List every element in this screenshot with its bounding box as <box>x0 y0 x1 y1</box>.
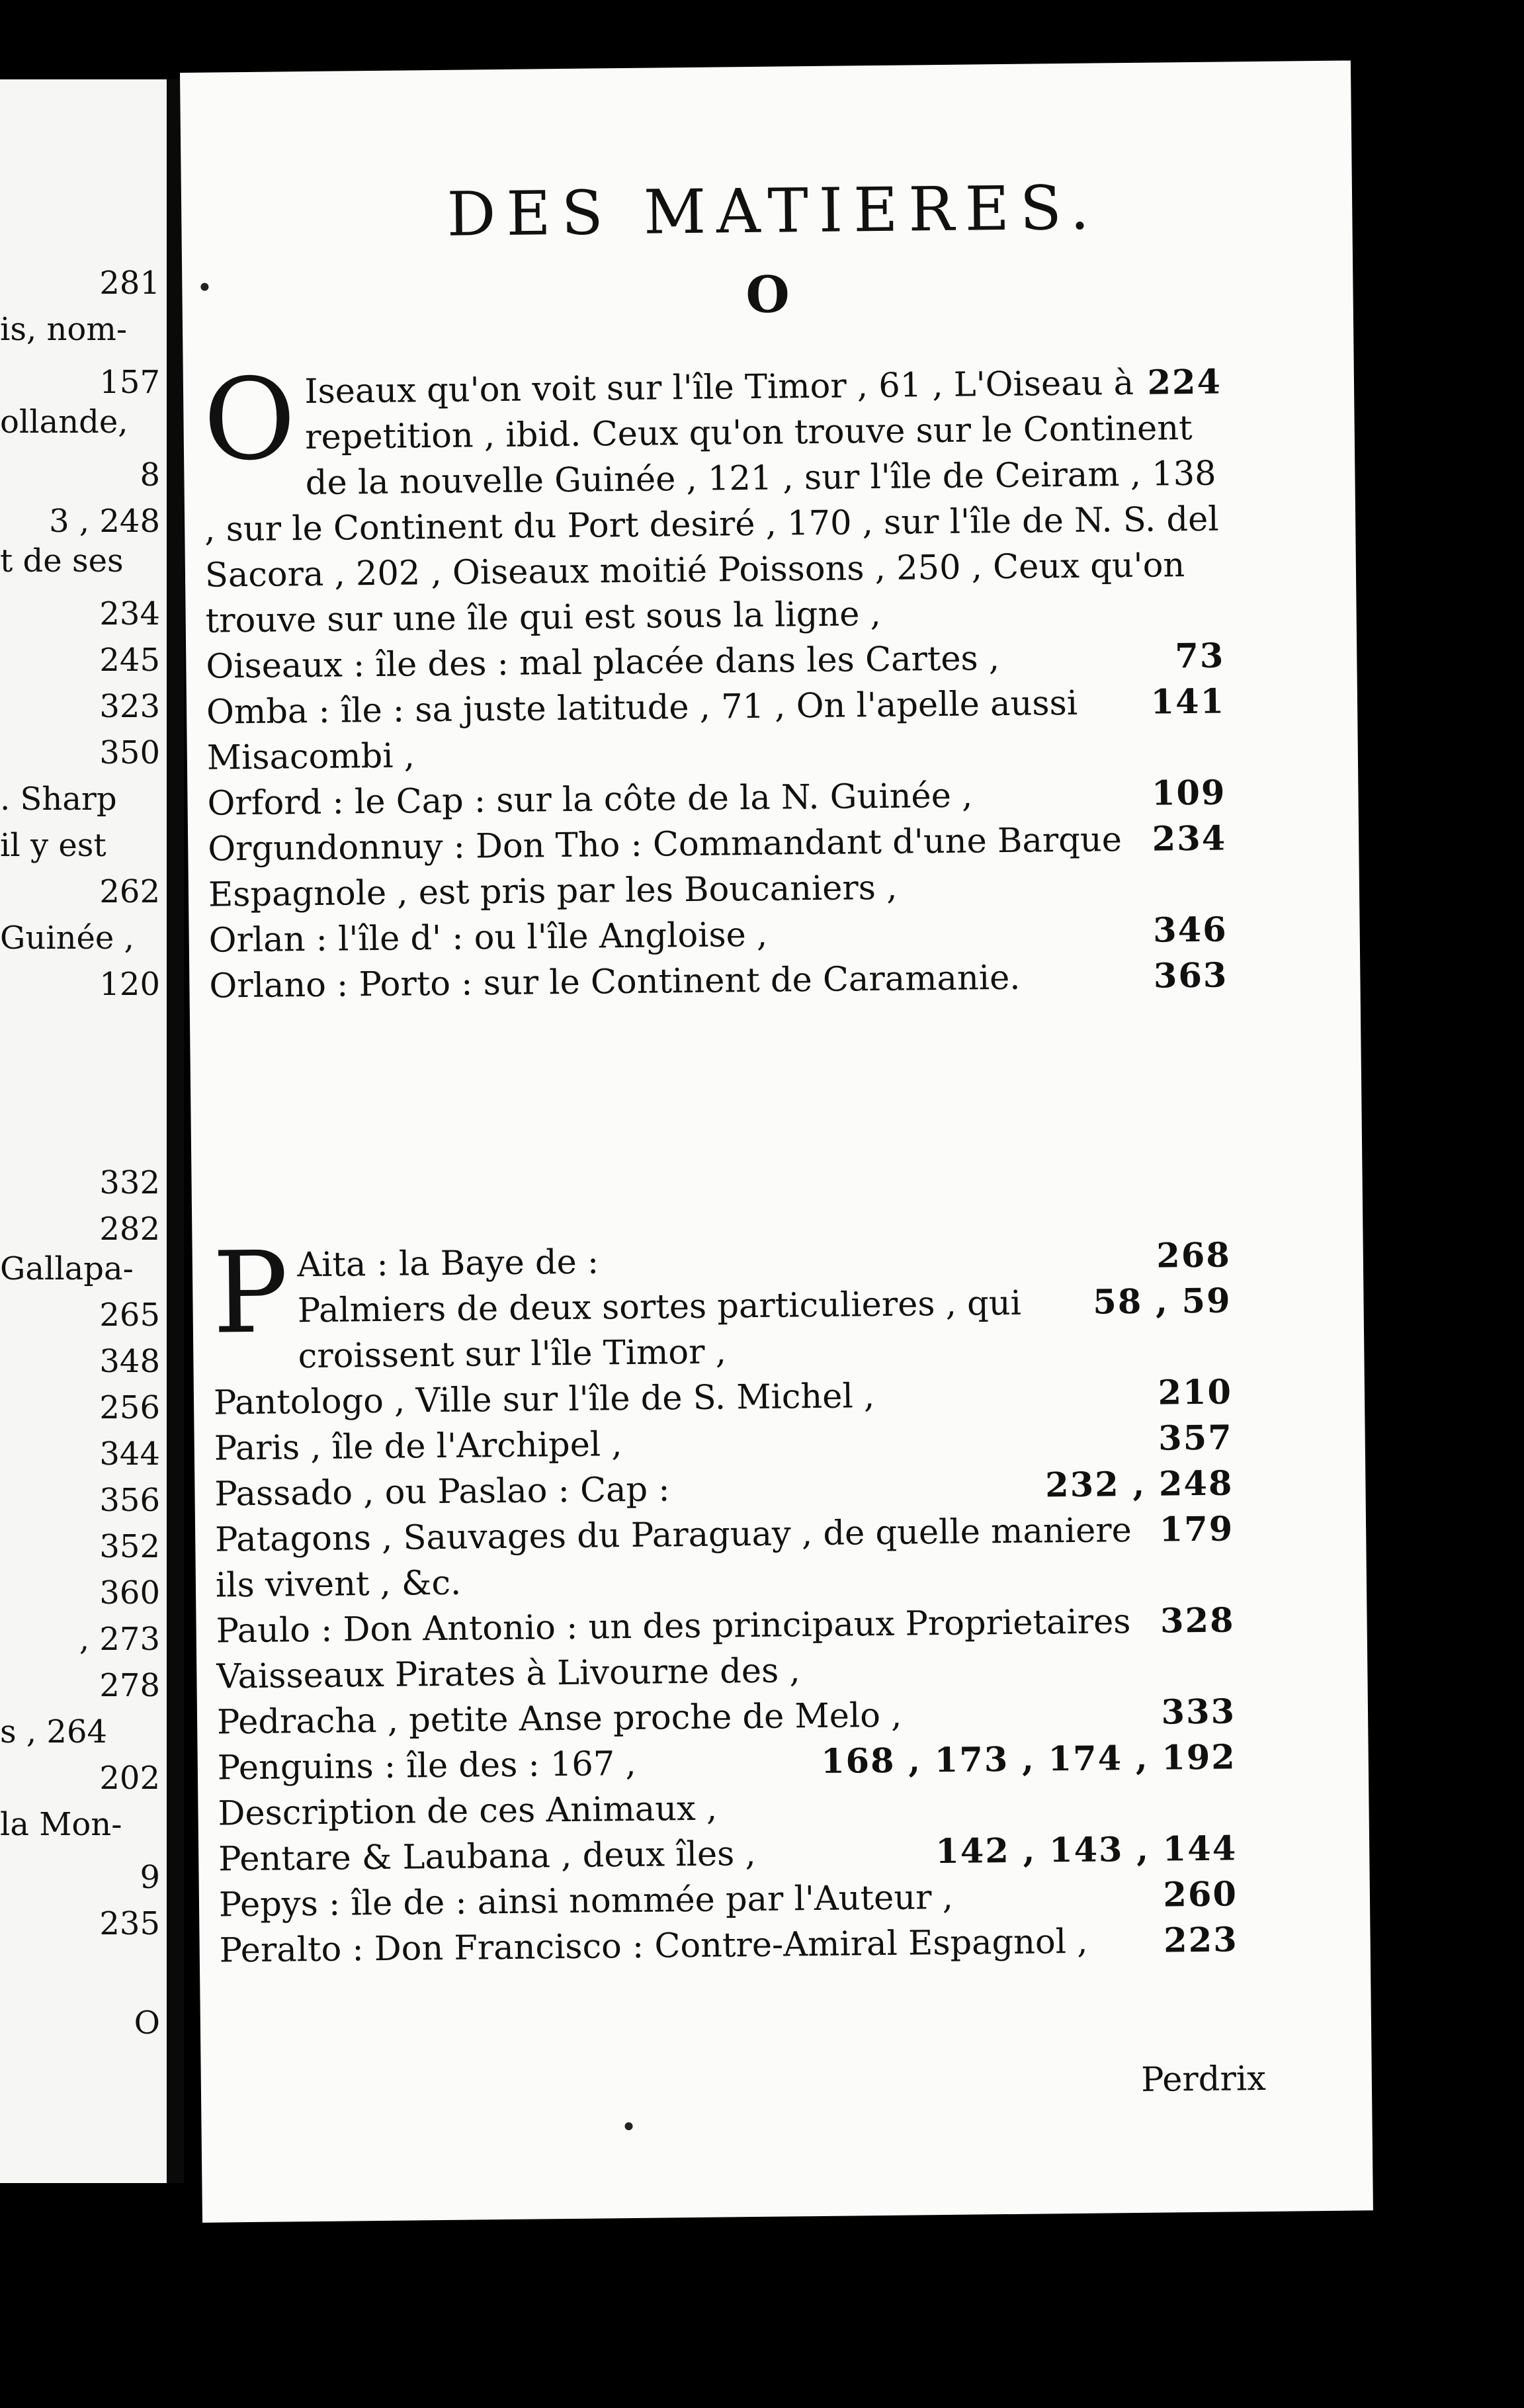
left-page-fragment: 234 <box>99 595 160 632</box>
entry-text: Penguins : île des : 167 , Description de ces Animaux , <box>217 1744 718 1834</box>
entry-text: Paulo : Don Antonio : un des principaux Proprietaires Vaisseaux Pirates à Livourne des , <box>216 1602 1131 1697</box>
entry-text: Pepys : île de : ainsi nommée par l'Auteur , <box>218 1877 954 1925</box>
entry-page-numbers: 363 <box>1153 955 1228 996</box>
left-page-strip <box>0 79 167 2183</box>
left-page-fragment: 281 <box>99 265 160 302</box>
entry-text: Peralto : Don Francisco : Contre-Amiral Espagnol , <box>219 1922 1088 1971</box>
entry-page-numbers: 346 <box>1152 910 1228 951</box>
entry-text: Orford : le Cap : sur la côte de la N. Guinée , <box>207 776 973 824</box>
left-page-fragment: 235 <box>99 1905 160 1942</box>
index-entry <box>212 1278 1232 1380</box>
entry-text: Orlan : l'île d' : ou l'île Angloise , <box>208 915 768 961</box>
left-page-fragment: 265 <box>99 1297 160 1334</box>
left-page-fragment: 8 <box>140 456 160 494</box>
left-page-fragment: 202 <box>99 1760 160 1797</box>
entry-text: Orlano : Porto : sur le Continent de Caramanie. <box>209 958 1021 1006</box>
drop-cap: P <box>212 1227 289 1359</box>
left-page-fragment: 262 <box>99 873 160 910</box>
section-letter-o: O <box>745 265 790 325</box>
entry-page-numbers: 168 , 173 , 174 , 192 <box>820 1737 1237 1782</box>
entry-page-numbers: 179 <box>1159 1509 1234 1550</box>
left-page-fragment: 120 <box>99 966 160 1003</box>
left-page-fragment: 157 <box>99 364 160 401</box>
index-entry <box>209 953 1228 1009</box>
left-page-fragment: 352 <box>99 1528 160 1565</box>
left-page-fragment: is, nom- <box>0 311 128 348</box>
left-page-fragment: Guinée , <box>0 920 134 957</box>
entry-text: Omba : île : sa juste latitude , 71 , On l'apelle aussi Misacombi , <box>206 683 1078 778</box>
left-page-fragment: 360 <box>99 1574 160 1612</box>
entry-page-numbers: 210 <box>1158 1372 1233 1413</box>
entry-text: Pentare & Laubana , deux îles , <box>218 1834 757 1879</box>
left-page-fragment: s , 264 <box>0 1713 108 1750</box>
entry-page-numbers: 232 , 248 <box>1044 1463 1234 1506</box>
entry-text: Iseaux qu'on voit sur l'île Timor , 61 , L'Oiseau à repetition , ibid. Ceux qu'on trouve sur le Continent de la nouvelle Guinée , 121 , sur l'île de Ceiram , 138 , sur le Continent du Port desiré , 170 , sur l'île de N. S. del Sacora , 202 , Oiseaux moitié Poissons , 250 , Ceux qu'on trouve sur une île qui est sous la ligne , <box>204 363 1219 641</box>
entry-page-numbers: 141 <box>1150 681 1226 722</box>
page-header: DES MATIERES. <box>446 172 1101 250</box>
entry-page-numbers: 142 , 143 , 144 <box>935 1828 1238 1872</box>
left-page-fragment: O <box>134 2004 160 2042</box>
ink-dot <box>624 2122 632 2130</box>
entry-text: Pedracha , petite Anse proche de Melo , <box>216 1696 902 1742</box>
entry-page-numbers: 224 <box>1147 362 1222 403</box>
entry-text: Oiseaux : île des : mal placée dans les Cartes , <box>206 639 1000 687</box>
left-page-fragment: 282 <box>99 1211 160 1248</box>
left-page-fragment: 278 <box>99 1667 160 1704</box>
entry-page-numbers: 223 <box>1163 1920 1238 1961</box>
left-page-fragment: 332 <box>99 1164 160 1201</box>
left-page-fragment: 256 <box>99 1389 160 1426</box>
entry-page-numbers: 328 <box>1160 1600 1235 1641</box>
left-page-fragment: . Sharp <box>0 781 117 818</box>
entry-text: Pantologo , Ville sur l'île de S. Michel , <box>213 1377 875 1423</box>
catchword: Perdrix <box>1140 2059 1267 2100</box>
index-entry <box>216 1598 1235 1699</box>
entry-page-numbers: 357 <box>1158 1418 1234 1459</box>
entry-page-numbers: 58 , 59 <box>1093 1281 1232 1322</box>
left-page-fragment: t de ses <box>0 542 124 580</box>
index-entry <box>219 1917 1238 1973</box>
left-page-fragment: 350 <box>99 734 160 771</box>
index-entry <box>217 1735 1236 1836</box>
left-page-fragment: 245 <box>99 642 160 679</box>
index-entry <box>208 816 1227 918</box>
entry-page-numbers: 260 <box>1163 1874 1238 1915</box>
left-page-fragment: 356 <box>99 1482 160 1519</box>
entry-page-numbers: 268 <box>1156 1235 1232 1276</box>
section-p-entries <box>212 1227 1238 1973</box>
entry-text: Paris , île de l'Archipel , <box>214 1425 622 1469</box>
left-page-fragment: 9 <box>140 1859 160 1896</box>
index-entry <box>202 354 1224 644</box>
entry-text: Aita : la Baye de : <box>296 1242 599 1285</box>
entry-text: Orgundonnuy : Don Tho : Commandant d'une Barque Espagnole , est pris par les Boucaniers , <box>207 820 1122 915</box>
book-gutter <box>167 79 184 2183</box>
left-page-fragment: ollande, <box>0 404 128 441</box>
index-entry <box>215 1506 1234 1608</box>
left-page-fragment: 3 , 248 <box>49 503 160 540</box>
drop-cap: O <box>202 354 296 486</box>
left-page-fragment: 348 <box>99 1343 160 1380</box>
left-page-fragment: , 273 <box>79 1621 160 1658</box>
index-page <box>180 60 1373 2222</box>
entry-text: Palmiers de deux sortes particulieres , qui croissent sur l'île Timor , <box>297 1283 1022 1377</box>
left-page-fragment: 323 <box>99 688 160 725</box>
left-page-fragment: il y est <box>0 827 106 864</box>
left-page-fragment: la Mon- <box>0 1806 122 1843</box>
entry-text: Patagons , Sauvages du Paraguay , de quelle maniere ils vivent , &c. <box>214 1511 1132 1606</box>
entry-page-numbers: 234 <box>1152 818 1227 859</box>
entry-page-numbers: 109 <box>1151 773 1226 814</box>
left-page-fragment: 344 <box>99 1436 160 1473</box>
section-o-entries <box>202 354 1228 1010</box>
entry-text: Passado , ou Paslao : Cap : <box>214 1470 670 1514</box>
index-entry <box>206 679 1226 781</box>
left-page-fragment: Gallapa- <box>0 1250 134 1287</box>
entry-page-numbers: 333 <box>1161 1692 1236 1733</box>
entry-page-numbers: 73 <box>1175 636 1225 677</box>
